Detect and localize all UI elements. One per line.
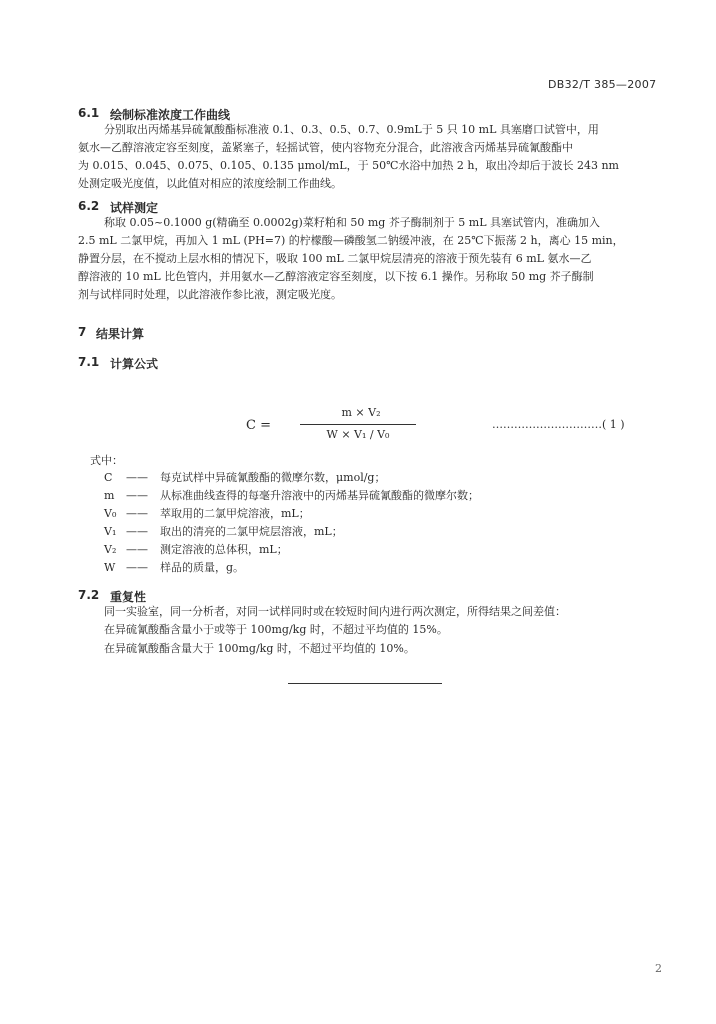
where-symbol: m bbox=[104, 489, 115, 502]
section-6-2-line: 2.5 mL 二氯甲烷，再加入 1 mL (PH=7) 的柠檬酸—磷酸氢二钠缓冲液，在 25℃下振荡 2 h，离心 15 min， bbox=[78, 234, 624, 247]
section-7-1-number: 7.1 bbox=[78, 355, 100, 369]
where-symbol: C bbox=[104, 471, 113, 484]
section-6-1-line: 处测定吸光度值，以此值对相应的浓度绘制工作曲线。 bbox=[78, 177, 342, 190]
section-6-2-line: 剂与试样同时处理，以此溶液作参比液，测定吸光度。 bbox=[78, 288, 342, 301]
section-7-2-number: 7.2 bbox=[78, 588, 100, 602]
section-7-2-line: 在异硫氰酸酯含量小于或等于 100mg/kg 时，不超过平均值的 15%。 bbox=[104, 623, 448, 636]
formula-numerator: m × V₂ bbox=[341, 406, 381, 419]
fraction-bar bbox=[300, 424, 416, 425]
where-symbol: V₂ bbox=[104, 543, 117, 556]
section-7-1-title: 计算公式 bbox=[110, 357, 159, 371]
section-6-1-number: 6.1 bbox=[78, 106, 100, 120]
where-dash: —— bbox=[126, 489, 148, 502]
where-dash: —— bbox=[126, 525, 148, 538]
equation-number: …………………………( 1 ) bbox=[492, 418, 625, 431]
standard-id: DB32/T 385—2007 bbox=[548, 78, 657, 91]
where-dash: —— bbox=[126, 507, 148, 520]
where-description: 测定溶液的总体积，mL； bbox=[160, 543, 288, 556]
where-description: 取出的清亮的二氯甲烷层溶液，mL； bbox=[160, 525, 343, 538]
section-6-1-title: 绘制标准浓度工作曲线 bbox=[110, 108, 231, 122]
formula-lhs: C = bbox=[246, 418, 271, 433]
where-symbol: W bbox=[104, 561, 116, 574]
page-number: 2 bbox=[655, 962, 662, 975]
section-6-1-line: 为 0.015、0.045、0.075、0.105、0.135 μmol/mL，于 50℃水浴中加热 2 h，取出冷却后于波长 243 nm bbox=[78, 159, 619, 172]
section-6-2-line: 称取 0.05~0.1000 g(精确至 0.0002g)菜籽粕和 50 mg 芥子酶制剂于 5 mL 具塞试管内，准确加入 bbox=[104, 216, 601, 229]
section-7-2-line: 同一实验室，同一分析者，对同一试样同时或在较短时间内进行两次测定，所得结果之间差值： bbox=[104, 605, 566, 618]
where-symbol: V₁ bbox=[104, 525, 117, 538]
section-6-2-title: 试样测定 bbox=[110, 201, 159, 215]
formula-denominator: W × V₁ / V₀ bbox=[326, 428, 390, 441]
end-rule bbox=[288, 683, 442, 684]
where-description: 样品的质量，g。 bbox=[160, 561, 245, 574]
section-6-1-line: 氨水—乙醇溶液定容至刻度，盖紧塞子，轻摇试管，使内容物充分混合，此溶液含丙烯基异硫氰酸酯中 bbox=[78, 141, 573, 154]
section-6-2-number: 6.2 bbox=[78, 199, 100, 213]
where-description: 萃取用的二氯甲烷溶液，mL； bbox=[160, 507, 310, 520]
section-7-number: 7 bbox=[78, 325, 87, 339]
section-7-2-title: 重复性 bbox=[110, 590, 147, 604]
section-6-1-line: 分别取出丙烯基异硫氰酸酯标准液 0.1、0.3、0.5、0.7、0.9mL于 5 只 10 mL 具塞磨口试管中，用 bbox=[104, 123, 599, 136]
where-description: 从标准曲线查得的每毫升溶液中的丙烯基异硫氰酸酯的微摩尔数； bbox=[160, 489, 479, 502]
where-intro: 式中： bbox=[90, 454, 123, 467]
where-description: 每克试样中异硫氰酸酯的微摩尔数，μmol/g； bbox=[160, 471, 386, 484]
section-7-title: 结果计算 bbox=[96, 327, 145, 341]
section-6-2-line: 醇溶液的 10 mL 比色管内，并用氨水—乙醇溶液定容至刻度，以下按 6.1 操作。另称取 50 mg 芥子酶制 bbox=[78, 270, 594, 283]
where-dash: —— bbox=[126, 561, 148, 574]
where-dash: —— bbox=[126, 543, 148, 556]
where-dash: —— bbox=[126, 471, 148, 484]
section-7-2-line: 在异硫氰酸酯含量大于 100mg/kg 时，不超过平均值的 10%。 bbox=[104, 642, 415, 655]
where-symbol: V₀ bbox=[104, 507, 117, 520]
section-6-2-line: 静置分层，在不搅动上层水相的情况下，吸取 100 mL 二氯甲烷层清亮的溶液于预先装有 6 mL 氨水—乙 bbox=[78, 252, 592, 265]
